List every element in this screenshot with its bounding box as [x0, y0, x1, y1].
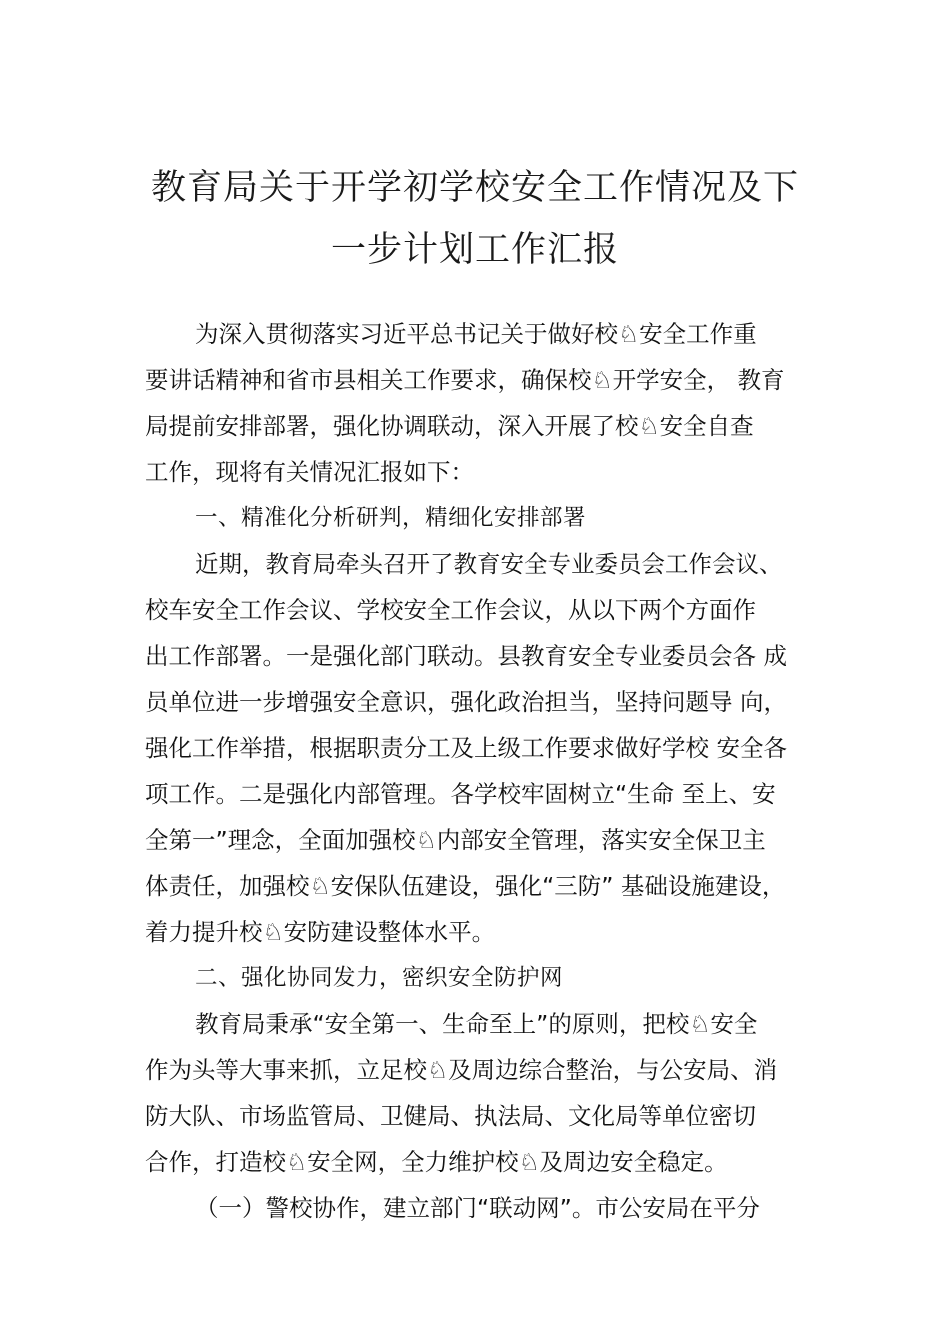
document-title-line-2: 一步计划工作汇报: [330, 230, 619, 270]
section-heading: 二、强化协同发力，密织安全防护网: [195, 965, 564, 991]
paragraph-line: 体责任，加强校♘安保队伍建设，强化“三防” 基础设施建设，: [145, 872, 786, 900]
paragraph-line: 近期，教育局牵头召开了教育安全专业委员会工作会议、: [195, 550, 783, 578]
paragraph-line: 教育局秉承“安全第一、生命至上”的原则，把校♘安全: [195, 1010, 758, 1038]
paragraph-line: 要讲话精神和省市县相关工作要求，确保校♘开学安全， 教育: [145, 366, 785, 394]
paragraph-line: 为深入贯彻落实习近平总书记关于做好校♘安全工作重: [195, 320, 757, 348]
paragraph-line: 校车安全工作会议、学校安全工作会议，从以下两个方面作: [145, 596, 756, 624]
paragraph-line: 着力提升校♘安防建设整体水平。: [145, 918, 496, 946]
paragraph-line: 项工作。二是强化内部管理。各学校牢固树立“生命 至上、安: [145, 780, 776, 808]
section-heading: 一、精准化分析研判，精细化安排部署: [195, 505, 587, 531]
paragraph-line: 出工作部署。一是强化部门联动。县教育安全专业委员会各 成: [145, 642, 787, 670]
document-title-line-1: 教育局关于开学初学校安全工作情况及下: [150, 168, 799, 208]
paragraph-line: 员单位进一步增强安全意识，强化政治担当，坚持问题导 向，: [145, 688, 787, 716]
paragraph-line: 全第一”理念，全面加强校♘内部安全管理，落实安全保卫主: [145, 826, 766, 854]
paragraph-line: 作为头等大事来抓，立足校♘及周边综合整治，与公安局、消: [145, 1056, 778, 1084]
paragraph-line: 局提前安排部署，强化协调联动，深入开展了校♘安全自查: [145, 412, 754, 440]
paragraph-line: 工作，现将有关情况汇报如下：: [145, 458, 474, 486]
paragraph-line: 强化工作举措，根据职责分工及上级工作要求做好学校 安全各: [145, 734, 787, 762]
paragraph-line: （一）警校协作，建立部门“联动网”。市公安局在平分: [195, 1194, 760, 1222]
paragraph-line: 合作，打造校♘安全网，全力维护校♘及周边安全稳定。: [145, 1148, 728, 1176]
paragraph-line: 防大队、市场监管局、卫健局、执法局、文化局等单位密切: [145, 1102, 756, 1130]
